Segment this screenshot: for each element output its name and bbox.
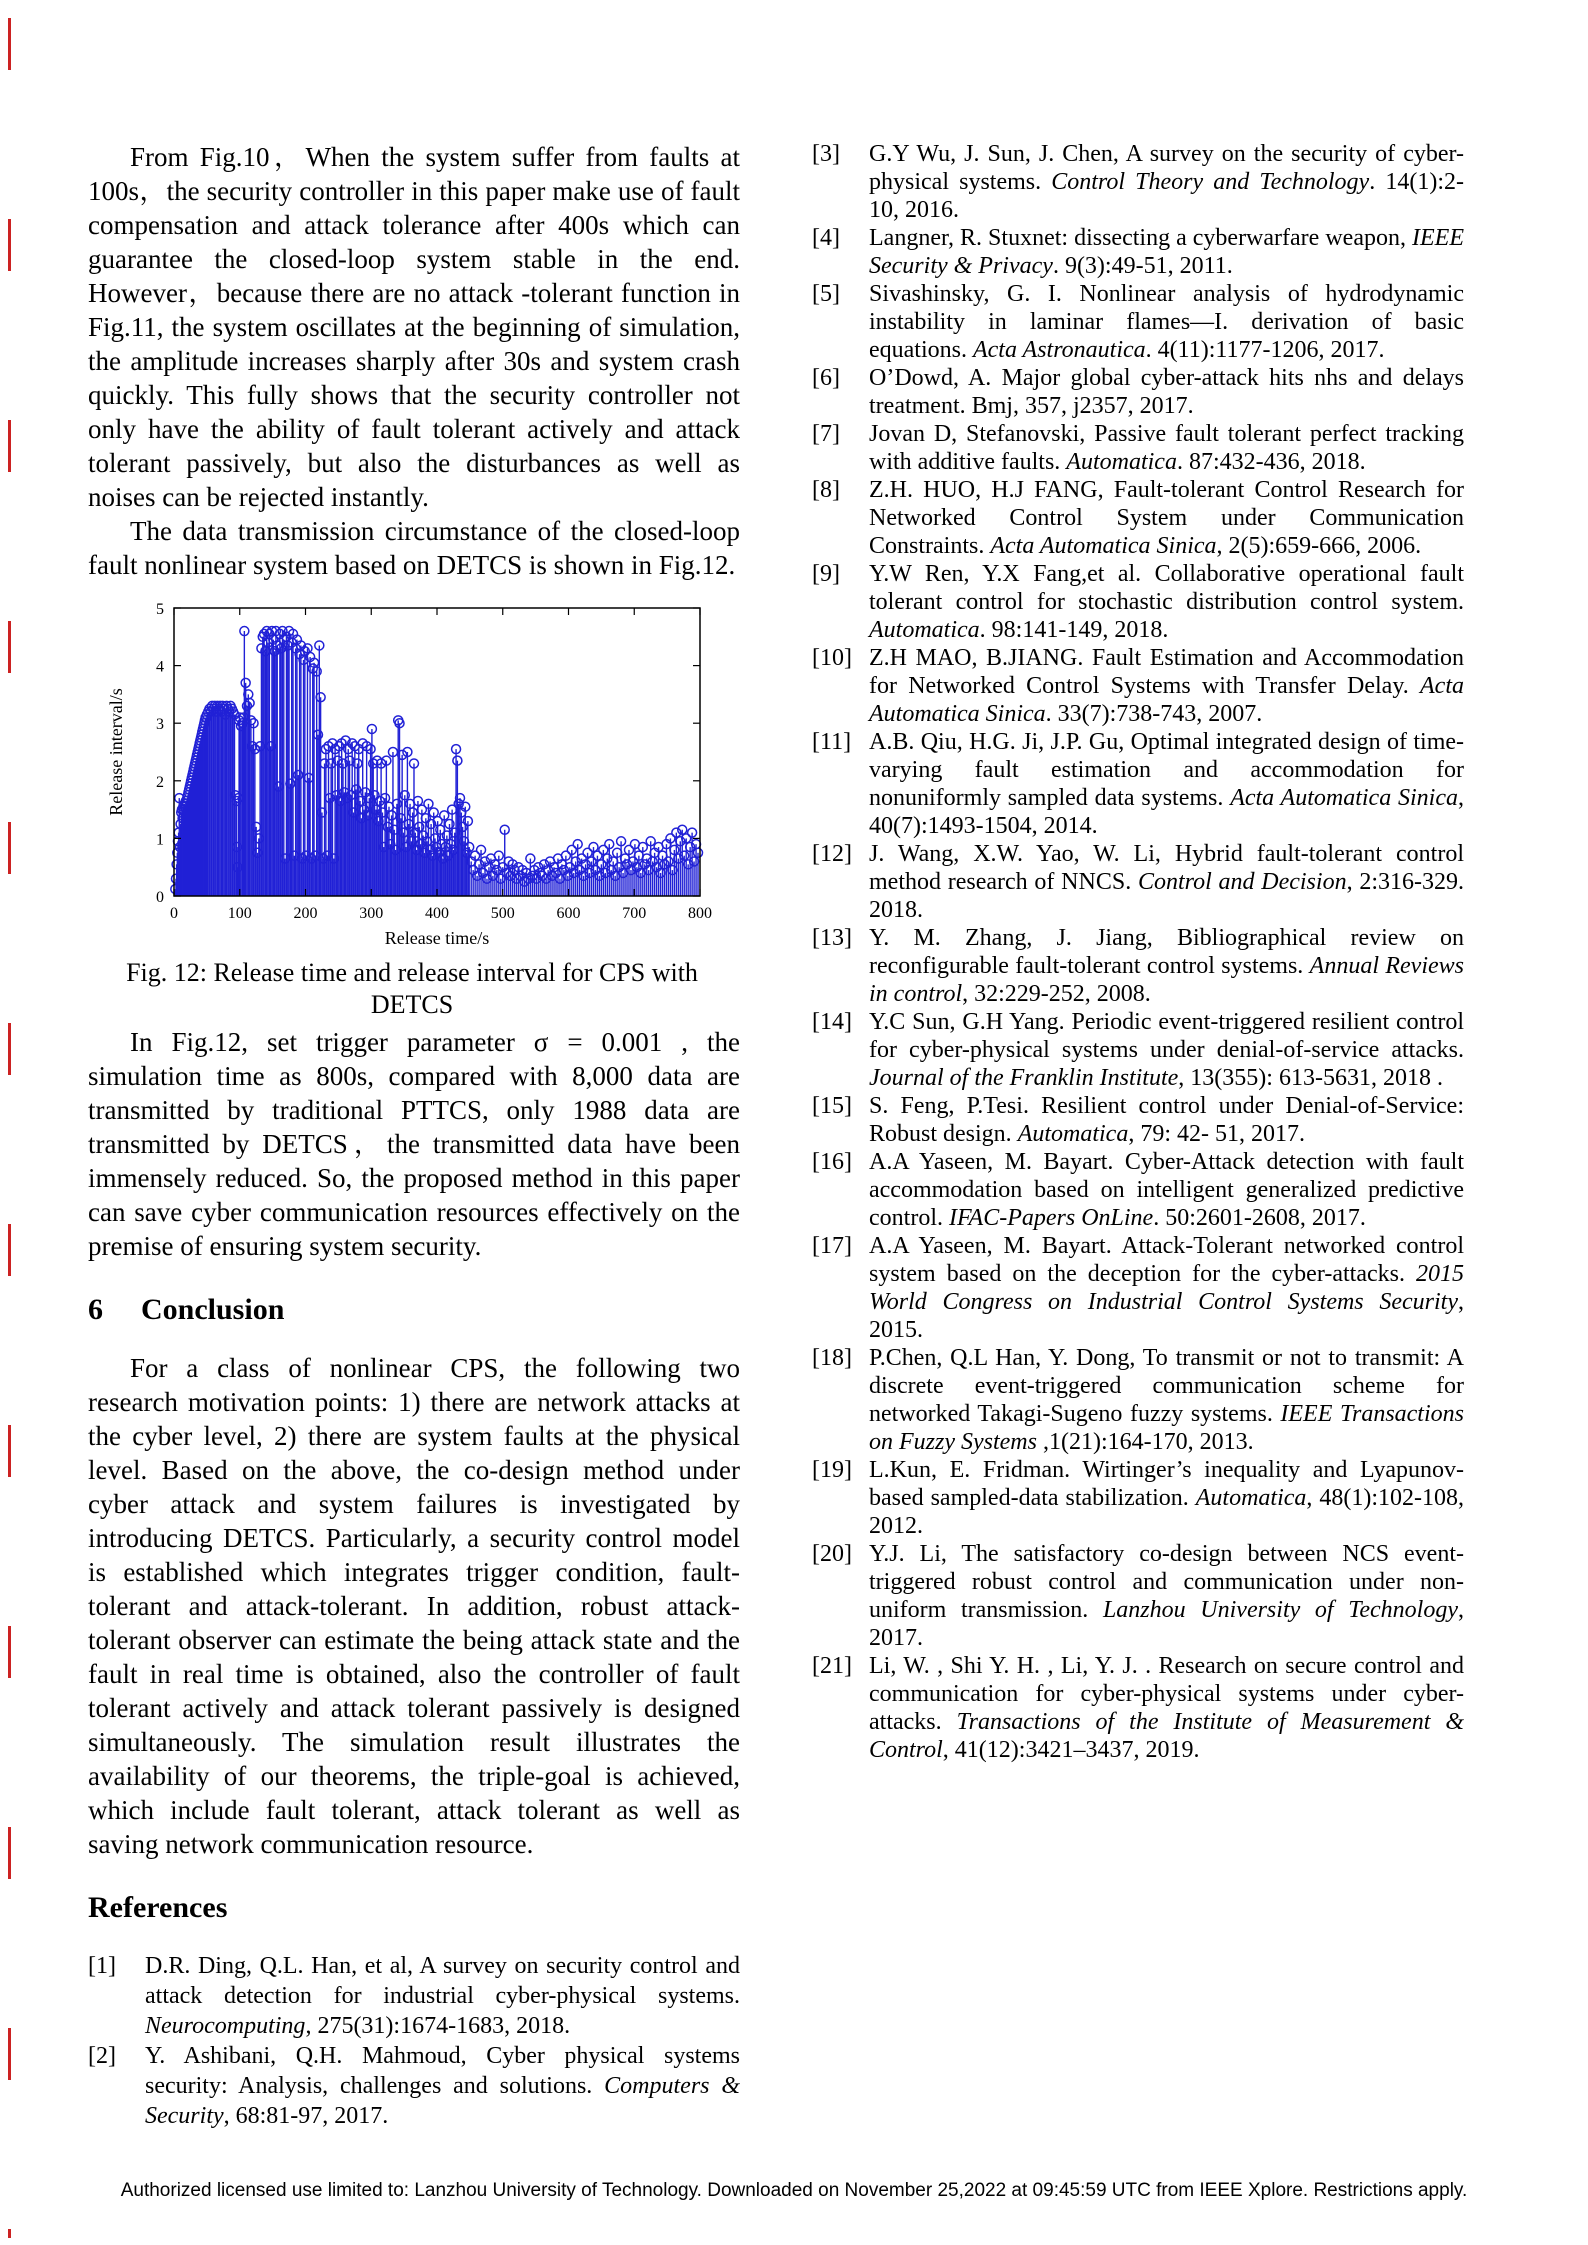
x-tick-label: 200 [293,905,318,922]
reference-label: [9] [812,561,840,587]
margin-mark-line [8,18,11,2238]
reference-text: G.Y Wu, J. Sun, J. Chen, A survey on the security of cyber-physical systems. [869,141,1464,195]
reference-label: [19] [812,1457,852,1483]
reference-label: [6] [812,365,840,391]
reference-journal-name: Transactions of the Institute of Measurement & Control [869,1709,1464,1763]
paragraph-conclusion: For a class of nonlinear CPS, the following two research motivation points: 1) there are network attacks at the cyber level, 2) there are system faults at the physical level. Based on the above, the co-design method under cyber attack and system failures is investigated by introducing DETCS. Particularly, a security control model is established which integrates trigger condition, fault-tolerant and attack-tolerant. In addition, robust attack-tolerant observer can estimate the being attack state and the fault in real time is obtained, also the controller of fault tolerant actively and attack tolerant passively is designed simultaneously. The simulation result illustrates the availability of our theorems, the triple-goal is achieved, which include fault tolerant, attack tolerant as well as saving network communication resource. [88,1353,740,1859]
y-tick-label: 3 [156,716,164,734]
figure-12 [100,598,724,1021]
reference-text: A.B. Qiu, H.G. Ji, J.P. Gu, Optimal integrated design of time-varying fault estimation and accommodation for nonuniformly sampled data systems. [869,729,1464,811]
reference-journal-name: Automatica [869,617,980,643]
reference-item [812,1456,1464,1540]
x-tick-label: 700 [622,905,647,922]
paragraph-fig12-intro: The data transmission circumstance of the closed-loop fault nonlinear system based on DETCS is shown in Fig.12. [88,516,740,580]
x-tick-label: 100 [227,905,252,922]
x-tick-label: 0 [170,905,178,922]
y-tick-label: 4 [156,658,164,676]
reference-item [812,1232,1464,1344]
section-heading-conclusion [88,1293,740,1327]
reference-label: [5] [812,281,840,307]
reference-journal-name: 2015 World Congress on Industrial Control Systems Security [869,1261,1464,1315]
reference-text: Sivashinsky, G. I. Nonlinear analysis of hydrodynamic instability in laminar flames—I. derivation of basic equations. [869,281,1464,363]
reference-label: [11] [812,729,852,755]
paragraph-fig10-discussion: From Fig.10，When the system suffer from faults at 100s，the security controller in this paper make use of fault compensation and attack tolerance after 400s which can guarantee the closed-loop system stable in the end. However，because there are no attack -tolerant function in Fig.11, the system oscillates at the beginning of simulation, the amplitude increases sharply after 30s and system crash quickly. This fully shows that the security controller not only have the ability of fault tolerant actively and attack tolerant passively, but also the disturbances as well as noises can be rejected instantly. [88,142,740,512]
reference-item [812,1540,1464,1652]
reference-text: , 2015. [869,1289,1464,1343]
reference-label: [17] [812,1233,852,1259]
section-number: 6 [88,1293,103,1326]
left-column [88,140,740,2131]
reference-text: . 98:141-149, 2018. [979,617,1169,643]
reference-text: , 79: 42- 51, 2017. [1128,1121,1306,1147]
reference-text: Z.H MAO, B.JIANG. Fault Estimation and Accommodation for Networked Control Systems with Transfer Delay. [869,645,1464,699]
reference-item [812,1008,1464,1092]
reference-text: O’Dowd, A. Major global cyber-attack hits nhs and delays treatment. Bmj, 357, j2357, 2017. [869,365,1464,419]
references-list-right [812,140,1464,1764]
reference-text: . 87:432-436, 2018. [1176,449,1366,475]
right-column [812,140,1464,1764]
reference-label: [1] [88,1953,116,1979]
reference-journal-name: Automatica [1017,1121,1129,1147]
figure-caption: Fig. 12: Release time and release interval for CPS with DETCS [126,958,698,1019]
reference-item [812,644,1464,728]
reference-text: P.Chen, Q.L Han, Y. Dong, To transmit or not to transmit: A discrete event-triggered communication scheme for networked Takagi-Sugeno fuzzy systems. [869,1345,1464,1427]
reference-text: A.A Yaseen, M. Bayart. Cyber-Attack detection with fault accommodation based on intelligent generalized predictive control. [869,1149,1464,1231]
reference-text: , 40(7):1493-1504, 2014. [869,785,1465,839]
reference-journal-name: Journal of the Franklin Institute [869,1065,1179,1091]
reference-item [812,140,1464,224]
reference-text: D.R. Ding, Q.L. Han, et al, A survey on security control and attack detection for industrial cyber-physical systems. [145,1953,740,2009]
reference-text: Y.W Ren, Y.X Fang,et al. Collaborative operational fault tolerant control for stochastic distribution control system. [869,561,1464,615]
stem-series [171,627,703,896]
reference-journal-name: Annual Reviews in control [869,953,1465,1007]
reference-label: [21] [812,1653,852,1679]
section-title: Conclusion [141,1293,285,1326]
reference-label: [3] [812,141,840,167]
reference-journal-name: Acta Automatica Sinica [990,533,1217,559]
reference-item [88,1951,740,2041]
reference-text: Y. Ashibani, Q.H. Mahmoud, Cyber physical systems security: Analysis, challenges and solutions. [145,2043,740,2099]
reference-journal-name: Acta Astronautica [972,337,1146,363]
x-tick-label: 500 [490,905,515,922]
y-tick-label: 2 [156,773,164,791]
paragraph-trigger-parameter: In Fig.12, set trigger parameter σ = 0.001 , the simulation time as 800s, compared with 8,000 data are transmitted by traditional PTTCS, only 1988 data are transmitted by DETCS，the transmitted data have been immensely reduced. So, the proposed method in this paper can save cyber communication resources effectively on the premise of ensuring system security. [88,1027,740,1261]
reference-item [812,224,1464,280]
y-tick-label: 5 [156,601,164,618]
reference-label: [13] [812,925,852,951]
x-tick-label: 600 [556,905,581,922]
x-axis-label: Release time/s [384,928,490,948]
y-tick-label: 1 [156,831,164,849]
reference-journal-name: IFAC-Papers OnLine [948,1205,1154,1231]
reference-text: A.A Yaseen, M. Bayart. Attack-Tolerant networked control system based on the deception for the cyber-attacks. [869,1233,1464,1287]
reference-journal-name: Automatica [1066,449,1177,475]
reference-journal-name: Neurocomputing [145,2013,306,2039]
reference-journal-name: Automatica [1195,1485,1307,1511]
reference-text: Li, W. , Shi Y. H. , Li, Y. J. . Research on secure control and communication for cyber-physical systems under cyber-attacks. [869,1653,1464,1735]
reference-text: Y. M. Zhang, J. Jiang, Bibliographical review on reconfigurable fault-tolerant control systems. [869,925,1464,979]
reference-text: , 13(355): 613-5631, 2018 . [1178,1065,1443,1091]
y-tick-label: 0 [156,889,164,906]
reference-label: [12] [812,841,852,867]
reference-text: . 9(3):49-51, 2011. [1052,253,1233,279]
x-tick-label: 800 [688,905,712,922]
reference-text: , 68:81-97, 2017. [223,2103,389,2129]
reference-item [812,1652,1464,1764]
reference-item [812,560,1464,644]
reference-text: , 48(1):102-108, 2012. [869,1485,1464,1539]
reference-item [812,1344,1464,1456]
reference-text: , 2017. [869,1597,1464,1651]
reference-journal-name: Acta Automatica Sinica [1230,785,1459,811]
reference-text: ,1(21):164-170, 2013. [1036,1429,1254,1455]
x-tick-label: 300 [359,905,384,922]
reference-text: S. Feng, P.Tesi. Resilient control under Denial-of-Service: Robust design. [869,1093,1464,1147]
reference-label: [14] [812,1009,852,1035]
reference-item [812,924,1464,1008]
reference-text: Jovan D, Stefanovski, Passive fault tolerant perfect tracking with additive faults. [869,421,1464,475]
reference-journal-name: IEEE Security & Privacy [869,225,1464,279]
reference-item [812,476,1464,560]
reference-journal-name: Acta Automatica Sinica [869,673,1464,727]
reference-text: Z.H. HUO, H.J FANG, Fault-tolerant Control Research for Networked Control System under Communication Constraints. [869,477,1464,559]
reference-text: . 33(7):738-743, 2007. [1045,701,1263,727]
reference-label: [16] [812,1149,852,1175]
reference-item [812,840,1464,924]
reference-label: [4] [812,225,840,251]
reference-item [812,280,1464,364]
references-heading: References [88,1891,228,1924]
references-list-left [88,1951,740,2131]
reference-text: Y.C Sun, G.H Yang. Periodic event-triggered resilient control for cyber-physical systems under denial-of-service attacks. [869,1009,1464,1063]
reference-text: , 2:316-329. 2018. [869,869,1464,923]
reference-item [812,420,1464,476]
reference-text: Y.J. Li, The satisfactory co-design between NCS event-triggered robust control and communication under non-uniform transmission. [869,1541,1464,1623]
reference-label: [8] [812,477,840,503]
release-interval-chart [100,598,724,950]
reference-text: L.Kun, E. Fridman. Wirtinger’s inequality and Lyapunov-based sampled-data stabilization. [869,1457,1464,1511]
reference-item [812,364,1464,420]
reference-journal-name: Control Theory and Technology [1051,169,1370,195]
reference-text: , 275(31):1674-1683, 2018. [305,2013,571,2039]
reference-journal-name: Computers & Security [145,2073,741,2129]
reference-text: . 14(1):2-10, 2016. [869,169,1464,223]
reference-text: , 41(12):3421–3437, 2019. [942,1737,1200,1763]
y-axis-label: Release interval/s [106,688,126,816]
reference-journal-name: Control and Decision [1137,869,1347,895]
reference-label: [20] [812,1541,852,1567]
reference-journal-name: IEEE Transactions on Fuzzy Systems [869,1401,1464,1455]
reference-journal-name: Lanzhou University of Technology [1102,1597,1458,1623]
reference-text: J. Wang, X.W. Yao, W. Li, Hybrid fault-tolerant control method research of NNCS. [869,841,1464,895]
reference-text: , 32:229-252, 2008. [962,981,1151,1007]
reference-label: [15] [812,1093,852,1119]
reference-item [88,2041,740,2131]
reference-text: . 4(11):1177-1206, 2017. [1145,337,1385,363]
reference-text: . 50:2601-2608, 2017. [1153,1205,1366,1231]
reference-text: Langner, R. Stuxnet: dissecting a cyberwarfare weapon, [869,225,1413,251]
reference-text: , 2(5):659-666, 2006. [1216,533,1422,559]
reference-item [812,1092,1464,1148]
reference-label: [7] [812,421,840,447]
reference-item [812,728,1464,840]
reference-item [812,1148,1464,1232]
copyright-footer: Authorized licensed use limited to: Lanzhou University of Technology. Downloaded on November 25,2022 at 09:45:59 UTC from IEEE Xplore. Restrictions apply. [120,2180,1468,2201]
x-tick-label: 400 [425,905,449,922]
reference-label: [2] [88,2043,116,2069]
reference-label: [18] [812,1345,852,1371]
reference-label: [10] [812,645,852,671]
